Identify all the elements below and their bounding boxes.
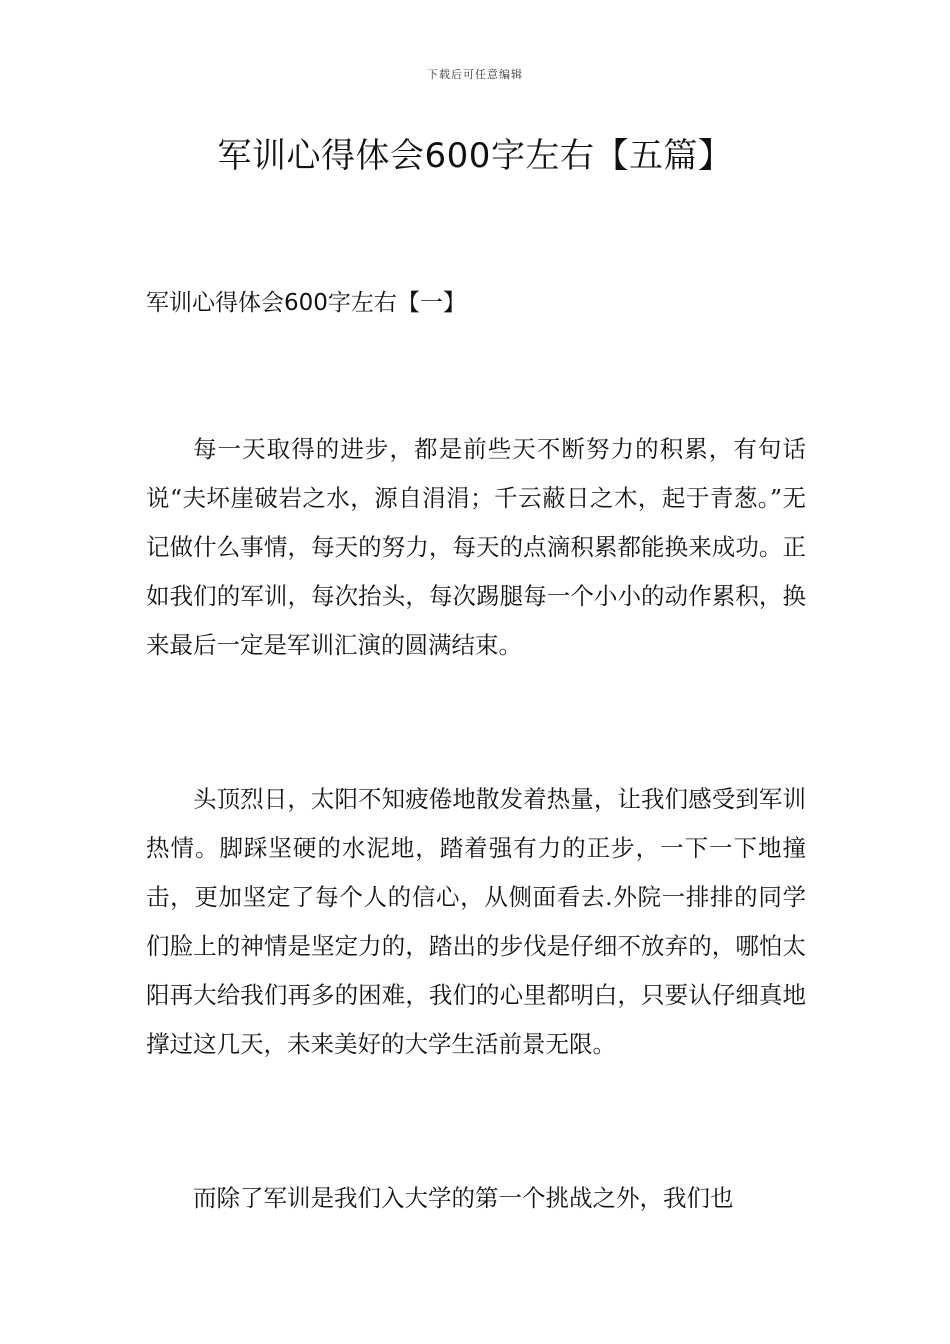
paragraph-1: 每一天取得的进步，都是前些天不断努力的积累，有句话说“夫坏崖破岩之水，源自涓涓；千云蔽日之木，起于青葱。”无记做什么事情，每天的努力，每天的点滴积累都能换来成功。正如我们的军训，每次抬头，每次踢腿每一个小小的动作累积，换来最后一定是军训汇演的圆满结束。: [146, 435, 806, 659]
section-heading: 军训心得体会600字左右【一】: [146, 290, 466, 316]
header-note: 下载后可任意编辑: [427, 68, 523, 81]
paragraph-2: 头顶烈日，太阳不知疲倦地散发着热量，让我们感受到军训热情。脚踩坚硬的水泥地，踏着强有力的正步，一下一下地撞击，更加坚定了每个人的信心，从侧面看去.外院一排排的同学们脸上的神情是坚定力的，踏出的步伐是仔细不放弃的，哪怕太阳再大给我们再多的困难，我们的心里都明白，只要认仔细真地撑过这几天，未来美好的大学生活前景无限。: [146, 785, 806, 1058]
paragraph-3: 而除了军训是我们入大学的第一个挑战之外，我们也: [193, 1184, 734, 1212]
document-title: 军训心得体会600字左右【五篇】: [217, 136, 733, 176]
